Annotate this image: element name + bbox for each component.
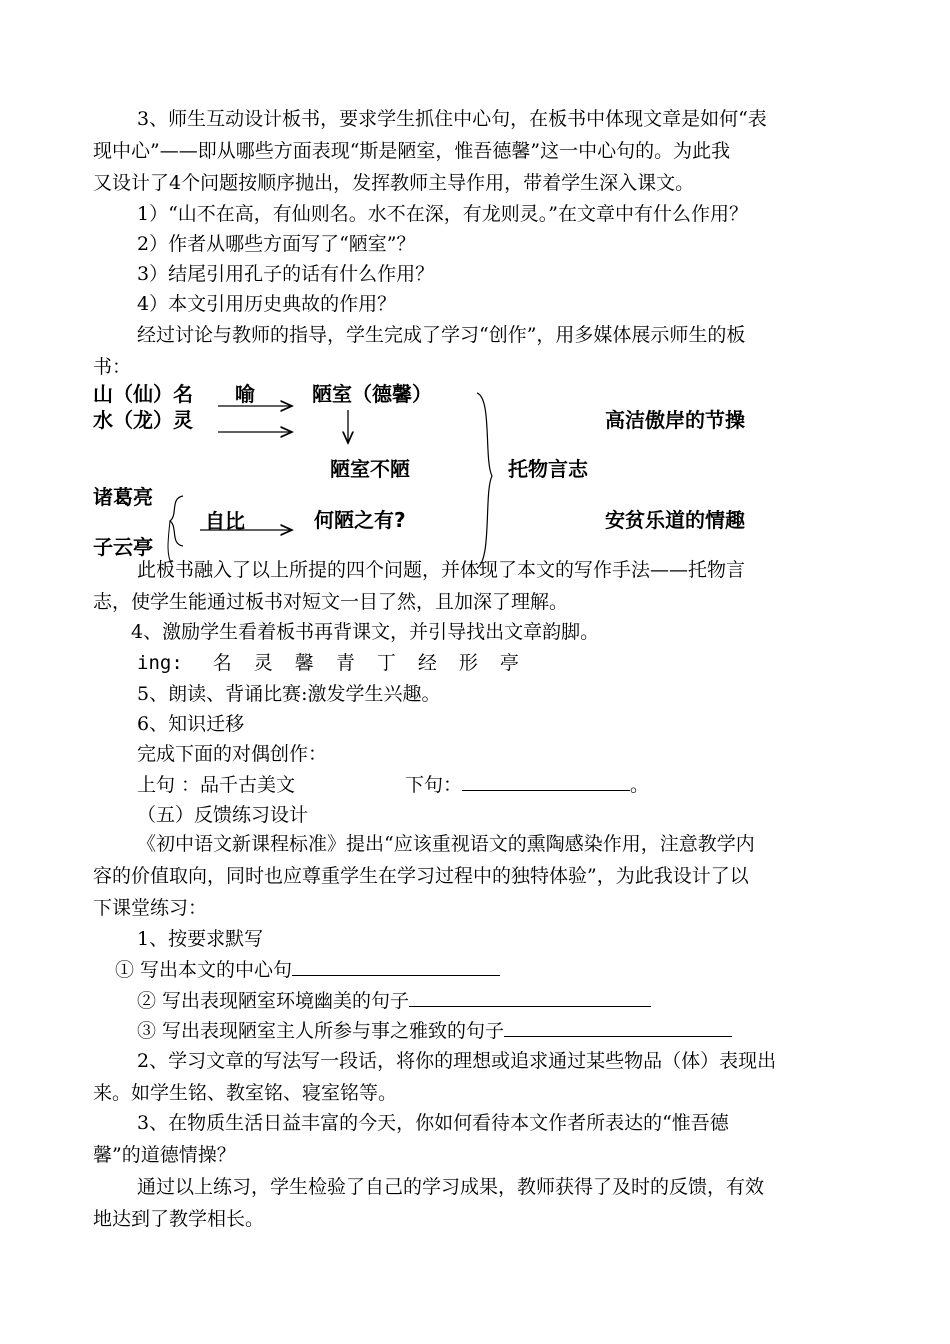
exercise-1c: ③ 写出表现陋室主人所参与事之雅致的句子 bbox=[137, 1020, 505, 1042]
rhyme-char: 形 bbox=[458, 652, 500, 674]
exercise-1b: ② 写出表现陋室环境幽美的句子 bbox=[137, 990, 410, 1012]
exercise-1b-row bbox=[137, 986, 651, 1016]
board-mountain: 山（仙）名 bbox=[93, 382, 193, 406]
board-what-humble: 何陋之有? bbox=[314, 508, 406, 532]
conclusion-line1: 通过以上练习，学生检验了自己的学习成果，教师获得了及时的反馈，有效 bbox=[137, 1176, 765, 1198]
para3-line3: 又设计了4个问题按顺序抛出，发挥教师主导作用，带着学生深入课文。 bbox=[93, 172, 695, 194]
summary-line1: 此板书融入了以上所提的四个问题，并体现了本文的写作手法——托物言 bbox=[137, 559, 746, 581]
board-ziyun: 子云亭 bbox=[93, 535, 153, 559]
item-4: 4、激励学生看着板书再背课文，并引导找出文章韵脚。 bbox=[131, 621, 600, 643]
question-2: 2）作者从哪些方面写了“陋室”？ bbox=[137, 233, 416, 255]
board-virtue: 高洁傲岸的节操 bbox=[605, 408, 745, 432]
board-metaphor: 喻 bbox=[235, 382, 255, 406]
exercise-1b-blank[interactable] bbox=[409, 988, 651, 1007]
board-zhuge: 诸葛亮 bbox=[93, 485, 153, 509]
couplet-lower-blank[interactable] bbox=[462, 772, 630, 791]
brace-left bbox=[170, 496, 183, 546]
board-not-humble: 陋室不陋 bbox=[330, 457, 410, 481]
board-interest: 安贫乐道的情趣 bbox=[605, 508, 745, 532]
item-6: 6、知识迁移 bbox=[137, 713, 245, 735]
exercise-1: 1、按要求默写 bbox=[137, 928, 264, 950]
exercise-1a-row bbox=[115, 955, 500, 985]
rhyme-label: ing: bbox=[137, 652, 183, 674]
couplet-lower-label: 下句： bbox=[405, 774, 463, 796]
para3-line2: 现中心”——即从哪些方面表现“斯是陋室，惟吾德馨”这一中心句的。为此我 bbox=[93, 140, 731, 162]
question-4: 4）本文引用历史典故的作用？ bbox=[137, 293, 397, 315]
exercise-1c-row bbox=[137, 1016, 732, 1046]
question-1: 1）“山不在高，有仙则名。水不在深，有龙则灵。”在文章中有什么作用？ bbox=[137, 203, 749, 225]
rhyme-char: 灵 bbox=[253, 652, 295, 674]
question-3: 3）结尾引用孔子的话有什么作用？ bbox=[137, 263, 435, 285]
exercise-1a-blank[interactable] bbox=[292, 957, 500, 976]
para3-line1: 3、师生互动设计板书，要求学生抓住中心句，在板书中体现文章是如何“表 bbox=[137, 108, 767, 130]
board-humble-room: 陋室（德馨） bbox=[312, 382, 432, 406]
rhyme-char: 经 bbox=[417, 652, 459, 674]
item-5: 5、朗读、背诵比赛:激发学生兴趣。 bbox=[137, 683, 441, 705]
rhyme-line bbox=[137, 648, 541, 678]
rhyme-char: 馨 bbox=[294, 652, 336, 674]
rhyme-char: 亭 bbox=[499, 652, 541, 674]
discussion-line1: 经过讨论与教师的指导，学生完成了学习“创作”，用多媒体展示师生的板 bbox=[137, 324, 746, 346]
couplet-upper: 上句 ：品千古美文 bbox=[137, 774, 296, 796]
exercise-3-line1: 3、在物质生活日益丰富的今天，你如何看待本文作者所表达的“惟吾德 bbox=[137, 1112, 729, 1134]
rhyme-char: 名 bbox=[212, 652, 254, 674]
exercise-2-line1: 2、学习文章的写法写一段话，将你的理想或追求通过某些物品（体）表现出 bbox=[137, 1050, 777, 1072]
discussion-line2: 书： bbox=[93, 356, 132, 378]
exercise-1c-blank[interactable] bbox=[504, 1018, 732, 1037]
board-water: 水（龙）灵 bbox=[93, 408, 193, 432]
standard-line3: 下课堂练习： bbox=[93, 897, 208, 919]
couplet-lower-row bbox=[405, 770, 649, 800]
board-method: 托物言志 bbox=[508, 457, 588, 481]
summary-line2: 志，使学生能通过板书对短文一目了然，且加深了理解。 bbox=[93, 591, 569, 613]
exercise-1a: ① 写出本文的中心句 bbox=[115, 959, 293, 981]
couplet-end: 。 bbox=[630, 774, 650, 796]
board-self-compare: 自比 bbox=[205, 509, 245, 533]
couplet-intro: 完成下面的对偶创作： bbox=[137, 743, 328, 765]
standard-line1: 《初中语文新课程标准》提出“应该重视语文的熏陶感染作用，注意教学内 bbox=[137, 833, 755, 855]
section-5-heading: （五）反馈练习设计 bbox=[137, 804, 309, 826]
conclusion-line2: 地达到了教学相长。 bbox=[93, 1208, 265, 1230]
exercise-3-line2: 馨”的道德情操？ bbox=[93, 1144, 236, 1166]
standard-line2: 容的价值取向，同时也应尊重学生在学习过程中的独特体验”，为此我设计了以 bbox=[93, 865, 749, 887]
exercise-2-line2: 来。如学生铭、教室铭、寝室铭等。 bbox=[93, 1082, 398, 1104]
brace-right bbox=[477, 393, 492, 568]
rhyme-char: 丁 bbox=[376, 652, 418, 674]
rhyme-char: 青 bbox=[335, 652, 377, 674]
